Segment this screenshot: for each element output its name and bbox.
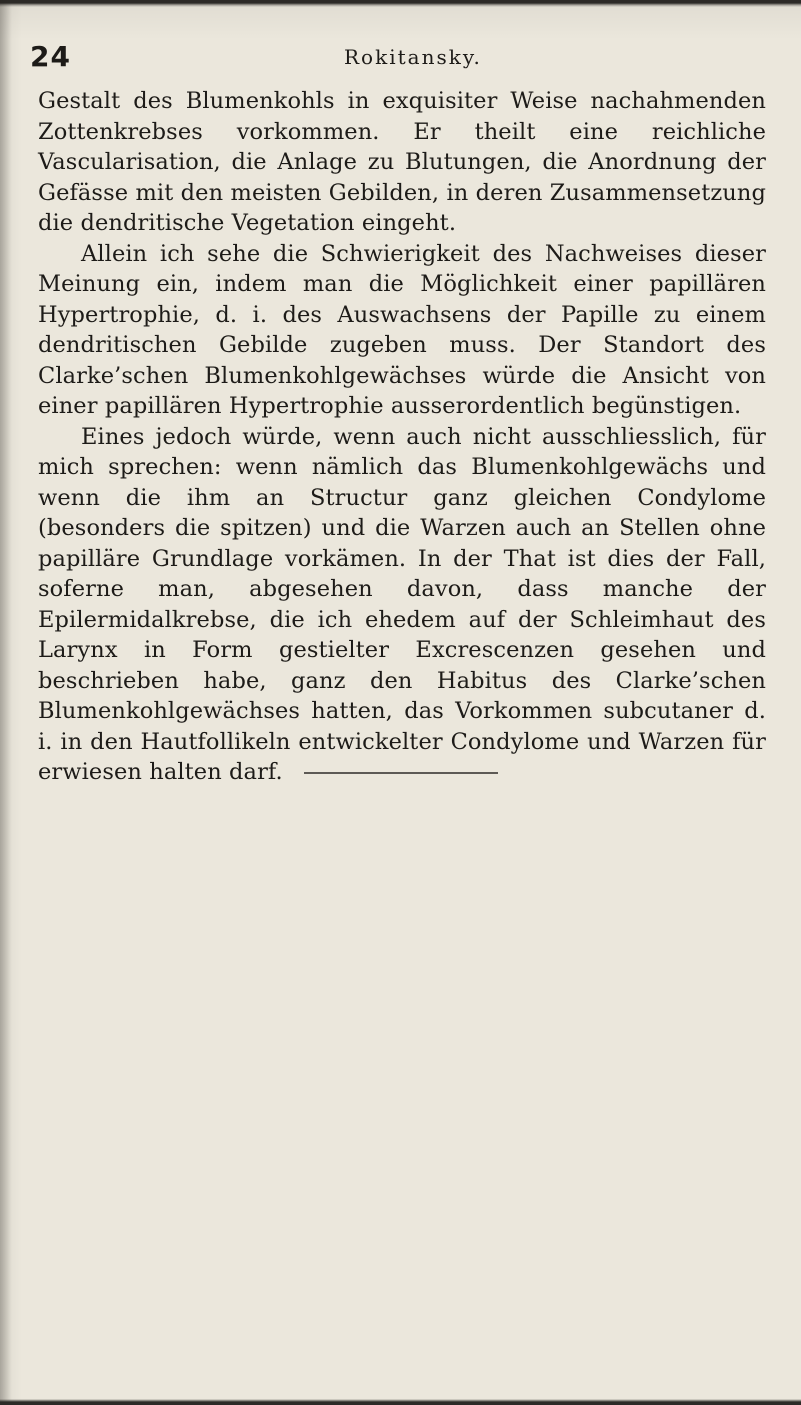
page-header <box>30 37 775 77</box>
binding-shadow <box>0 0 12 1405</box>
running-head: Rokitansky. <box>344 45 482 69</box>
paragraph-3: Eines jedoch würde, wenn auch nicht ausschliesslich, für mich sprechen: wenn nämlich das Blumenkohlgewächs und wenn die ihm an Structur ganz gleichen Condylome (besonders die spitzen) und die Warzen auch an Stellen ohne papilläre Grundlage vorkämen. In der That ist dies der Fall, soferne man, abgesehen davon, dass manche der Epilermidalkrebse, die ich ehedem auf der Schleimhaut des Larynx in Form gestielter Excrescenzen gesehen und beschrieben habe, ganz den Habitus des Clarke’schen Blumenkohlgewächses hatten, das Vorkommen subcutaner d. i. in den Hautfollikeln entwickelter Condylome und Warzen für erwiesen halten darf. <box>38 423 766 785</box>
page-number: 24 <box>30 40 71 73</box>
body-text <box>38 86 766 788</box>
bottom-edge-rule <box>0 1399 801 1405</box>
top-edge-rule <box>0 0 801 7</box>
paragraph-1: Gestalt des Blumenkohls in exquisiter Weise nachahmenden Zottenkrebses vorkommen. Er theilt eine reichliche Vascularisation, die Anlage zu Blutungen, die Anordnung der Gefässe mit den meisten Gebilden, in deren Zusammensetzung die dendritische Vegetation eingeht. <box>38 88 766 236</box>
paragraph-2: Allein ich sehe die Schwierigkeit des Nachweises dieser Meinung ein, indem man die Möglichkeit einer papillären Hypertrophie, d. i. des Auswachsens der Papille zu einem dendritischen Gebilde zugeben muss. Der Standort des Clarke’schen Blumenkohlgewächses würde die Ansicht von einer papillären Hypertrophie ausserordentlich begünstigen. <box>38 240 766 419</box>
section-end-rule <box>304 772 498 774</box>
